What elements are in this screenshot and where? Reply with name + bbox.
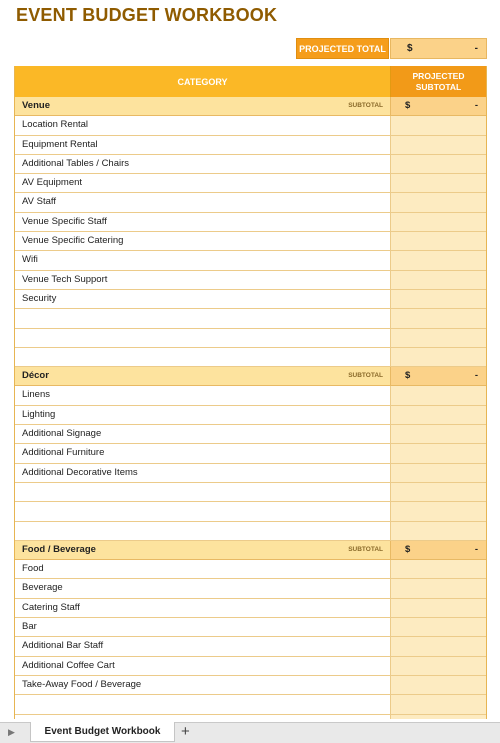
section-subtotal-cell[interactable] (391, 541, 486, 559)
table-row[interactable] (15, 309, 486, 328)
item-amount-cell[interactable] (391, 464, 486, 482)
item-label[interactable]: Additional Tables / Chairs (15, 155, 391, 173)
table-row[interactable] (15, 174, 486, 193)
table-row[interactable] (15, 483, 486, 502)
item-amount-cell[interactable] (391, 406, 486, 424)
table-row[interactable] (15, 193, 486, 212)
subtotal-label: SUBTOTAL (348, 372, 383, 380)
category-header: CATEGORY (15, 66, 391, 97)
item-amount-cell[interactable] (391, 522, 486, 540)
item-label[interactable]: Additional Decorative Items (15, 464, 391, 482)
table-row[interactable] (15, 213, 486, 232)
projected-total-label: PROJECTED TOTAL (296, 38, 389, 59)
table-row[interactable] (15, 155, 486, 174)
table-row[interactable] (15, 425, 486, 444)
section-name: Venue (22, 100, 50, 111)
item-label[interactable] (15, 695, 391, 713)
item-label[interactable]: Additional Furniture (15, 444, 391, 462)
item-amount-cell[interactable] (391, 155, 486, 173)
sheet-tab-bar (0, 722, 500, 743)
item-label[interactable]: Catering Staff (15, 599, 391, 617)
subtotal-header-line2: SUBTOTAL (415, 82, 462, 92)
table-row[interactable] (15, 386, 486, 405)
item-label[interactable] (15, 309, 391, 327)
item-amount-cell[interactable] (391, 695, 486, 713)
item-label[interactable]: Location Rental (15, 116, 391, 134)
item-label[interactable]: Linens (15, 386, 391, 404)
item-amount-cell[interactable] (391, 599, 486, 617)
item-label[interactable]: Additional Bar Staff (15, 637, 391, 655)
table-row[interactable] (15, 695, 486, 714)
item-amount-cell[interactable] (391, 637, 486, 655)
table-row[interactable] (15, 444, 486, 463)
projected-total-currency: $ (407, 43, 413, 54)
item-amount-cell[interactable] (391, 715, 486, 720)
table-row[interactable] (15, 599, 486, 618)
item-label[interactable]: Venue Specific Catering (15, 232, 391, 250)
subtotal-label: SUBTOTAL (348, 102, 383, 109)
workbook-title: EVENT BUDGET WORKBOOK (16, 5, 278, 25)
item-amount-cell[interactable] (391, 116, 486, 134)
play-triangle-icon[interactable]: ▶ (8, 727, 15, 737)
subtotal-value: - (474, 100, 478, 111)
item-label[interactable] (15, 329, 391, 347)
item-amount-cell[interactable] (391, 425, 486, 443)
item-amount-cell[interactable] (391, 136, 486, 154)
table-row[interactable] (15, 116, 486, 135)
table-row[interactable] (15, 676, 486, 695)
item-label[interactable]: Wifi (15, 251, 391, 269)
table-row[interactable] (15, 522, 486, 541)
item-amount-cell[interactable] (391, 290, 486, 308)
table-row[interactable] (15, 502, 486, 521)
currency-symbol: $ (405, 100, 411, 111)
section-name: Décor (22, 370, 49, 382)
add-sheet-icon[interactable]: + (181, 723, 190, 740)
table-row[interactable] (15, 406, 486, 425)
table-row[interactable] (15, 136, 486, 155)
item-amount-cell[interactable] (391, 386, 486, 404)
table-row[interactable] (15, 290, 486, 309)
budget-sheet (14, 66, 487, 719)
projected-total-cell[interactable] (390, 38, 487, 59)
table-row[interactable] (15, 560, 486, 579)
item-amount-cell[interactable] (391, 444, 486, 462)
item-label[interactable]: Venue Specific Staff (15, 213, 391, 231)
item-amount-cell[interactable] (391, 579, 486, 597)
section-venue[interactable] (15, 97, 486, 116)
currency-symbol: $ (405, 543, 411, 555)
sheet-tab-event-budget-workbook[interactable]: Event Budget Workbook (30, 722, 175, 742)
item-label[interactable] (15, 715, 391, 720)
item-label[interactable]: Food (15, 560, 391, 578)
item-label[interactable]: Venue Tech Support (15, 271, 391, 289)
currency-symbol: $ (405, 370, 411, 382)
table-row[interactable] (15, 579, 486, 598)
subtotal-header-line1: PROJECTED (412, 71, 465, 81)
item-label[interactable]: Security (15, 290, 391, 308)
section-subtotal-cell[interactable] (391, 367, 486, 385)
item-label[interactable]: Equipment Rental (15, 136, 391, 154)
item-label[interactable]: AV Equipment (15, 174, 391, 192)
item-amount-cell[interactable] (391, 271, 486, 289)
item-amount-cell[interactable] (391, 232, 486, 250)
item-label[interactable]: Additional Signage (15, 425, 391, 443)
item-amount-cell[interactable] (391, 348, 486, 366)
projected-subtotal-header (391, 66, 486, 97)
item-label[interactable]: Beverage (15, 579, 391, 597)
section-decor[interactable] (15, 367, 486, 386)
table-row[interactable] (15, 657, 486, 676)
table-header (15, 66, 486, 97)
item-label[interactable] (15, 502, 391, 520)
item-label[interactable]: AV Staff (15, 193, 391, 211)
table-row[interactable] (15, 271, 486, 290)
item-amount-cell[interactable] (391, 560, 486, 578)
table-row[interactable] (15, 329, 486, 348)
item-label[interactable]: Take-Away Food / Beverage (15, 676, 391, 694)
item-amount-cell[interactable] (391, 657, 486, 675)
item-amount-cell[interactable] (391, 193, 486, 211)
subtotal-value: - (474, 370, 478, 382)
table-row[interactable] (15, 618, 486, 637)
item-label[interactable] (15, 522, 391, 540)
section-food-beverage[interactable] (15, 541, 486, 560)
projected-total-value: - (474, 43, 478, 54)
item-amount-cell[interactable] (391, 309, 486, 327)
item-label[interactable]: Additional Coffee Cart (15, 657, 391, 675)
item-amount-cell[interactable] (391, 502, 486, 520)
item-amount-cell[interactable] (391, 676, 486, 694)
subtotal-label: SUBTOTAL (348, 545, 383, 553)
item-amount-cell[interactable] (391, 329, 486, 347)
table-row[interactable] (15, 232, 486, 251)
section-name: Food / Beverage (22, 543, 96, 555)
table-row[interactable] (15, 348, 486, 367)
item-label[interactable] (15, 483, 391, 501)
table-row[interactable] (15, 715, 486, 720)
item-amount-cell[interactable] (391, 174, 486, 192)
item-label[interactable]: Bar (15, 618, 391, 636)
table-row[interactable] (15, 464, 486, 483)
table-row[interactable] (15, 637, 486, 656)
item-label[interactable] (15, 348, 391, 366)
section-subtotal-cell[interactable] (391, 97, 486, 115)
item-amount-cell[interactable] (391, 251, 486, 269)
item-amount-cell[interactable] (391, 618, 486, 636)
item-amount-cell[interactable] (391, 483, 486, 501)
subtotal-value: - (474, 543, 478, 555)
item-amount-cell[interactable] (391, 213, 486, 231)
item-label[interactable]: Lighting (15, 406, 391, 424)
table-row[interactable] (15, 251, 486, 270)
